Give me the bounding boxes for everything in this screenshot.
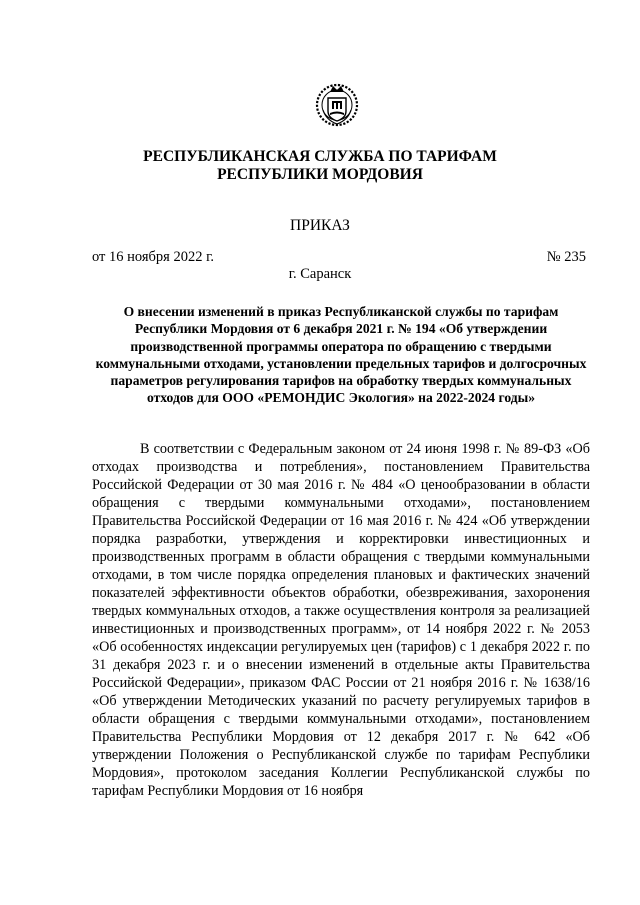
organization-name-line2: РЕСПУБЛИКИ МОРДОВИЯ [217, 166, 423, 183]
coat-of-arms-icon [314, 80, 360, 128]
document-title: О внесении изменений в приказ Республиканской службы по тарифам Республики Мордовия от 6 декабря 2021 г. № 194 «Об утверждении производственной программы оператора по обращению с твердыми коммунальными отходами, установлении предельных тарифов и долгосрочных параметров регулирования тарифов на обработку твердых коммунальных отходов для ООО «РЕМОНДИС Экология» на 2022-2024 годы» [95, 304, 587, 406]
organization-name-line1: РЕСПУБЛИКАНСКАЯ СЛУЖБА ПО ТАРИФАМ [143, 148, 497, 165]
document-type: ПРИКАЗ [290, 217, 350, 234]
document-body-paragraph: В соответствии с Федеральным законом от 24 июня 1998 г. № 89-ФЗ «Об отходах производства и потребления», постановлением Правительства Российской Федерации от 30 мая 2016 г. № 484 «О ценообразовании в области обращения с твердыми коммунальными отходами», постановлением Правительства Российской Федерации от 16 мая 2016 г. № 424 «Об утверждении порядка разработки, утверждения и корректировки инвестиционных и производственных программ в области обращения с твердыми коммунальными отходами, в том числе порядка определения плановых и фактических значений показателей эффективности объектов обработки, обезвреживания, захоронения твердых коммунальных отходов, а также осуществления контроля за реализацией инвестиционных и производственных программ», от 14 ноября 2022 г. № 2053 «Об особенностях индексации регулируемых цен (тарифов) с 1 декабря 2022 г. по 31 декабря 2023 г. и о внесении изменений в отдельные акты Правительства Российской Федерации», приказом ФАС России от 21 ноября 2016 г. № 1638/16 «Об утверждении Методических указаний по расчету регулируемых тарифов в области обращения с твердыми коммунальными отходами», постановлением Правительства Республики Мордовия от 12 декабря 2017 г. № 642 «Об утверждении Положения о Республиканской службе по тарифам Республики Мордовия», протоколом заседания Коллегии Республиканской службы по тарифам Республики Мордовия от 16 ноября [92, 441, 590, 799]
document-date: от 16 ноября 2022 г. [92, 249, 215, 265]
document-number: № 235 [546, 249, 586, 265]
document-city: г. Саранск [288, 266, 352, 282]
